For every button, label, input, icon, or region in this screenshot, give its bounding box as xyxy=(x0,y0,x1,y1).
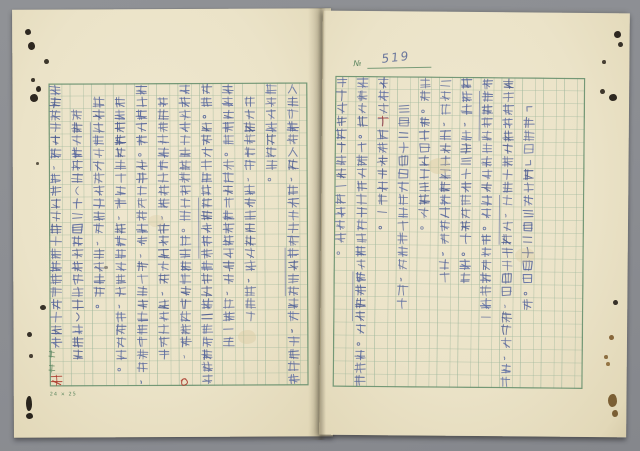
handwriting-column xyxy=(480,79,493,317)
handwriting-column xyxy=(71,110,83,359)
handwriting-column xyxy=(222,85,234,346)
page-number: 519 xyxy=(380,48,412,66)
handwriting-column xyxy=(266,84,277,181)
printed-margin-marks xyxy=(48,350,58,380)
handwriting-column xyxy=(93,97,105,308)
handwriting-column xyxy=(157,98,169,359)
numero-label: № xyxy=(353,58,362,69)
handwriting-column xyxy=(418,78,430,229)
handwriting-column xyxy=(522,107,535,310)
handwriting-column xyxy=(179,85,191,358)
grid-lines xyxy=(48,82,308,386)
handwriting-column xyxy=(201,84,214,383)
page-number-underline xyxy=(367,67,431,69)
handwriting-column xyxy=(377,77,389,228)
left-manuscript-grid xyxy=(48,82,308,386)
handwriting-column xyxy=(335,77,347,254)
handwriting-column xyxy=(397,105,409,308)
red-scribble-mark xyxy=(181,379,187,386)
handwriting-column xyxy=(49,85,61,347)
handwriting-column xyxy=(439,81,451,282)
grid-lines xyxy=(333,76,586,389)
right-page xyxy=(319,11,630,438)
page-number-block xyxy=(347,50,437,75)
right-manuscript-grid xyxy=(333,76,586,389)
grid-size-marking: 24 × 25 xyxy=(49,391,77,398)
handwriting-column xyxy=(114,97,126,371)
left-page xyxy=(12,8,333,437)
